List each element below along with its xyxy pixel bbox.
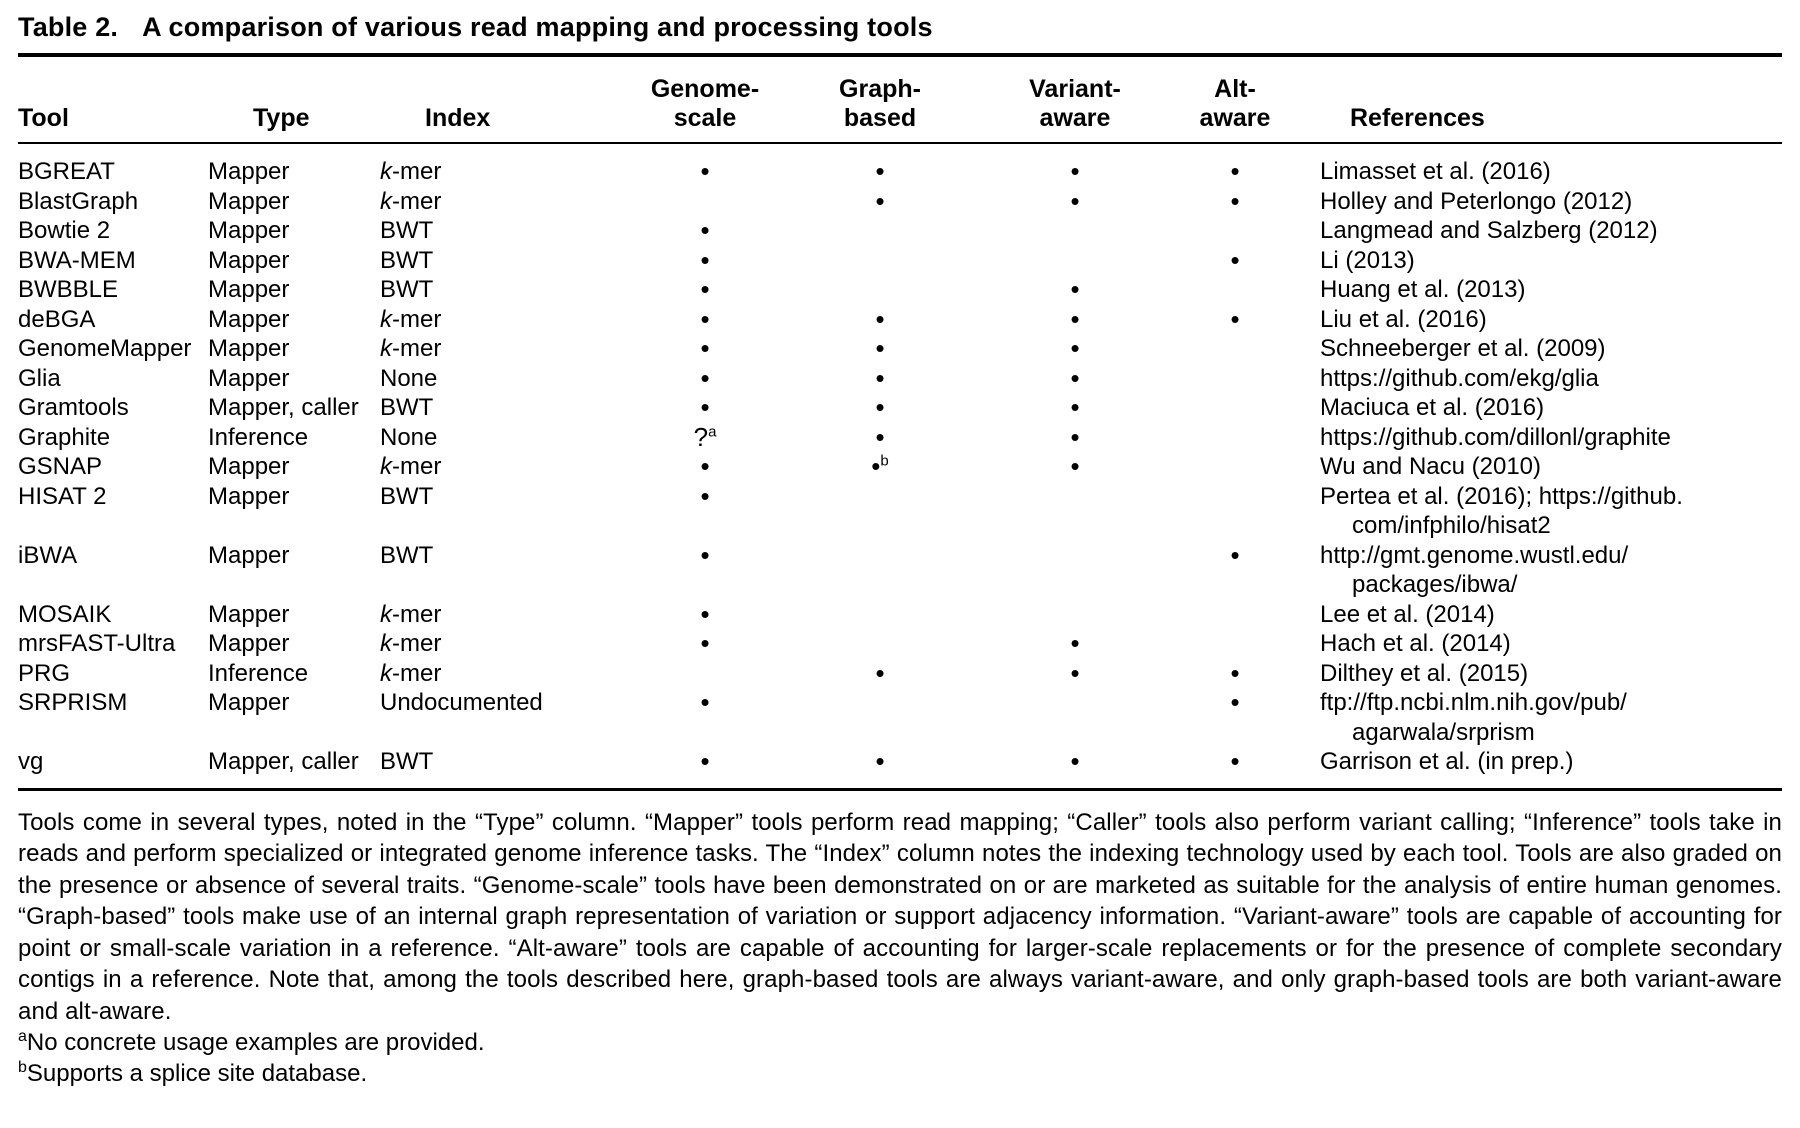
reference-cell	[1290, 216, 1782, 246]
table-title-text: A comparison of various read mapping and processing tools	[142, 12, 933, 42]
reference-text: Wu and Nacu (2010)	[1320, 453, 1542, 480]
reference-text: https://github.com/dillonl/graphite	[1320, 423, 1671, 451]
index-text-part: BWT	[380, 541, 434, 569]
graph-based-cell	[790, 393, 970, 423]
reference-cell	[1290, 600, 1782, 630]
tool-name-cell: SRPRISM	[18, 689, 128, 716]
presence-dot-icon: •	[875, 362, 885, 393]
genome-scale-cell	[620, 334, 790, 364]
type-cell: Mapper	[208, 335, 290, 362]
reference-cell	[1290, 334, 1782, 364]
index-italic-part: k	[380, 600, 392, 628]
presence-dot-icon: •	[700, 156, 710, 186]
index-cell	[380, 364, 620, 394]
tool-name-cell: BGREAT	[18, 158, 115, 185]
header-graph-based	[790, 55, 970, 143]
index-text-part: BWT	[380, 482, 434, 510]
index-cell	[380, 246, 620, 276]
table-header	[18, 55, 1782, 143]
index-text-part: BWT	[380, 748, 434, 775]
presence-dot-icon: •	[875, 746, 885, 776]
presence-dot-icon: •	[875, 421, 885, 452]
footnote-marker: b	[880, 452, 889, 470]
variant-aware-cell	[970, 423, 1180, 453]
presence-dot-icon: •	[875, 185, 885, 216]
index-cell	[380, 659, 620, 689]
variant-aware-cell	[970, 629, 1180, 659]
reference-text: ftp://ftp.ncbi.nlm.nih.gov/pub/	[1320, 689, 1627, 716]
footnote-a-marker: a	[18, 1028, 27, 1045]
genome-scale-cell	[620, 747, 790, 789]
presence-dot-icon: •	[700, 628, 710, 658]
reference-text: Holley and Peterlongo (2012)	[1320, 187, 1633, 215]
reference-text: Schneeberger et al. (2009)	[1320, 335, 1606, 362]
reference-cell	[1290, 187, 1782, 217]
index-cell	[380, 482, 620, 541]
header-row	[18, 55, 1782, 143]
reference-cell	[1290, 305, 1782, 335]
presence-dot-icon: •	[700, 392, 710, 422]
alt-aware-cell	[1180, 393, 1290, 423]
header-type: Type	[208, 55, 380, 143]
reference-text-wrap: com/infphilo/hisat2	[1352, 512, 1551, 539]
reference-cell	[1290, 452, 1782, 482]
type-cell: Inference	[208, 659, 309, 687]
alt-aware-cell	[1180, 246, 1290, 276]
presence-dot-icon: •	[1230, 244, 1240, 275]
index-italic-part: k	[380, 453, 392, 480]
type-cell: Mapper	[208, 541, 290, 569]
type-cell: Mapper	[208, 453, 290, 480]
presence-dot-icon: •	[1070, 333, 1080, 363]
table-row	[18, 143, 1782, 187]
header-variant-line1: Variant-	[1029, 75, 1121, 103]
index-cell	[380, 143, 620, 187]
graph-based-cell	[790, 246, 970, 276]
type-cell: Mapper	[208, 689, 290, 716]
presence-dot-icon: •	[1230, 303, 1240, 334]
table-row	[18, 246, 1782, 276]
tool-name-cell: Gramtools	[18, 394, 129, 421]
index-text-part: -mer	[392, 659, 442, 687]
index-text-part: None	[380, 364, 438, 392]
header-genome-line2: scale	[673, 104, 737, 132]
table-row	[18, 452, 1782, 482]
table-title	[18, 12, 1782, 43]
graph-based-cell	[790, 688, 970, 747]
variant-aware-cell	[970, 216, 1180, 246]
tool-name-cell: BWA-MEM	[18, 246, 136, 274]
genome-scale-cell	[620, 143, 790, 187]
variant-aware-cell	[970, 659, 1180, 689]
genome-scale-cell	[620, 364, 790, 394]
table-row	[18, 688, 1782, 747]
reference-cell	[1290, 246, 1782, 276]
variant-aware-cell	[970, 747, 1180, 789]
header-references: References	[1290, 55, 1782, 143]
graph-based-cell	[790, 482, 970, 541]
tool-name-cell: mrsFAST-Ultra	[18, 630, 176, 657]
reference-text-wrap: packages/ibwa/	[1352, 571, 1518, 598]
tool-name-cell: vg	[18, 748, 44, 775]
presence-dot-icon: •	[700, 303, 710, 334]
header-variant-line2: aware	[1039, 104, 1111, 132]
reference-text: Pertea et al. (2016); https://github.	[1320, 482, 1683, 510]
reference-text: Dilthey et al. (2015)	[1320, 659, 1529, 687]
type-cell: Mapper	[208, 187, 290, 215]
tool-name-cell: MOSAIK	[18, 600, 112, 628]
variant-aware-cell	[970, 187, 1180, 217]
presence-dot-icon: •	[1230, 185, 1240, 216]
variant-aware-cell	[970, 275, 1180, 305]
reference-text: Langmead and Salzberg (2012)	[1320, 217, 1658, 244]
genome-scale-cell	[620, 659, 790, 689]
graph-based-cell	[790, 187, 970, 217]
variant-aware-cell	[970, 364, 1180, 394]
genome-scale-cell	[620, 423, 790, 453]
alt-aware-cell	[1180, 541, 1290, 600]
type-cell: Mapper	[208, 217, 290, 244]
graph-based-cell	[790, 423, 970, 453]
presence-dot-icon: •	[1070, 303, 1080, 334]
reference-cell	[1290, 688, 1782, 747]
footnote-marker: a	[708, 422, 717, 440]
table-body	[18, 143, 1782, 789]
presence-dot-icon: •	[700, 333, 710, 363]
header-alt-aware	[1180, 55, 1290, 143]
presence-dot-icon: •	[875, 156, 885, 186]
tool-name-cell: HISAT 2	[18, 482, 107, 510]
graph-based-cell	[790, 305, 970, 335]
header-alt-line1: Alt-	[1214, 75, 1256, 103]
presence-dot-icon: •	[1230, 746, 1240, 776]
presence-dot-icon: •	[1070, 362, 1080, 393]
presence-dot-icon: •	[1230, 657, 1240, 688]
index-italic-part: k	[380, 158, 392, 185]
presence-dot-icon: •	[875, 333, 885, 363]
tool-name-cell: Graphite	[18, 423, 111, 451]
variant-aware-cell	[970, 393, 1180, 423]
variant-aware-cell	[970, 246, 1180, 276]
presence-dot-icon: •	[1070, 156, 1080, 186]
reference-cell	[1290, 423, 1782, 453]
index-text-part: Undocumented	[380, 689, 543, 716]
genome-scale-cell	[620, 187, 790, 217]
alt-aware-cell	[1180, 364, 1290, 394]
table-number-label: Table 2.	[18, 12, 119, 42]
reference-cell	[1290, 393, 1782, 423]
presence-dot-icon: •	[700, 274, 710, 304]
table-row	[18, 659, 1782, 689]
type-cell: Inference	[208, 423, 309, 451]
presence-dot-icon: •	[700, 362, 710, 393]
alt-aware-cell	[1180, 187, 1290, 217]
index-cell	[380, 216, 620, 246]
variant-aware-cell	[970, 482, 1180, 541]
tool-name-cell: iBWA	[18, 541, 78, 569]
table-row	[18, 423, 1782, 453]
index-cell	[380, 747, 620, 789]
table-row	[18, 747, 1782, 789]
alt-aware-cell	[1180, 688, 1290, 747]
comparison-table	[18, 53, 1782, 791]
alt-aware-cell	[1180, 423, 1290, 453]
alt-aware-cell	[1180, 275, 1290, 305]
reference-cell	[1290, 659, 1782, 689]
presence-dot-icon: •	[700, 215, 710, 245]
presence-dot-icon: •	[700, 244, 710, 275]
presence-dot-icon: •	[1230, 539, 1240, 570]
alt-aware-cell	[1180, 747, 1290, 789]
alt-aware-cell	[1180, 143, 1290, 187]
type-cell: Mapper, caller	[208, 748, 359, 775]
variant-aware-cell	[970, 688, 1180, 747]
alt-aware-cell	[1180, 216, 1290, 246]
tool-name-cell: BlastGraph	[18, 187, 139, 215]
table-row	[18, 541, 1782, 600]
genome-scale-cell	[620, 246, 790, 276]
index-text-part: -mer	[392, 453, 442, 480]
tool-name-cell: GenomeMapper	[18, 335, 192, 362]
table-row	[18, 600, 1782, 630]
index-text-part: -mer	[392, 187, 442, 215]
table-row	[18, 482, 1782, 541]
presence-dot-icon: •	[871, 451, 881, 481]
header-index: Index	[380, 55, 620, 143]
presence-dot-icon: ?	[693, 421, 709, 452]
index-cell	[380, 305, 620, 335]
header-genome-scale	[620, 55, 790, 143]
variant-aware-cell	[970, 334, 1180, 364]
footnote-a-text: No concrete usage examples are provided.	[26, 1029, 485, 1056]
presence-dot-icon: •	[700, 480, 710, 511]
table-row	[18, 305, 1782, 335]
genome-scale-cell	[620, 393, 790, 423]
presence-dot-icon: •	[1070, 657, 1080, 688]
reference-text: Li (2013)	[1320, 246, 1415, 274]
genome-scale-cell	[620, 600, 790, 630]
reference-text: Hach et al. (2014)	[1320, 630, 1511, 657]
graph-based-cell	[790, 629, 970, 659]
graph-based-cell	[790, 452, 970, 482]
header-variant-aware	[970, 55, 1180, 143]
reference-cell	[1290, 364, 1782, 394]
header-tool: Tool	[18, 55, 208, 143]
reference-text: Limasset et al. (2016)	[1320, 158, 1551, 185]
presence-dot-icon: •	[1070, 746, 1080, 776]
presence-dot-icon: •	[1070, 421, 1080, 452]
type-cell: Mapper	[208, 364, 290, 392]
reference-text: Huang et al. (2013)	[1320, 276, 1526, 303]
index-italic-part: k	[380, 659, 392, 687]
genome-scale-cell	[620, 541, 790, 600]
header-alt-line2: aware	[1199, 104, 1271, 132]
reference-cell	[1290, 541, 1782, 600]
index-cell	[380, 275, 620, 305]
footnote-b	[18, 1058, 1782, 1089]
presence-dot-icon: •	[1230, 156, 1240, 186]
index-text-part: -mer	[392, 158, 442, 185]
index-cell	[380, 541, 620, 600]
index-cell	[380, 334, 620, 364]
footnote-b-text: Supports a splice site database.	[26, 1060, 368, 1087]
reference-cell	[1290, 629, 1782, 659]
header-graph-line1: Graph-	[839, 75, 921, 103]
reference-text: Liu et al. (2016)	[1320, 305, 1487, 333]
type-cell: Mapper	[208, 600, 290, 628]
table-row	[18, 187, 1782, 217]
variant-aware-cell	[970, 600, 1180, 630]
graph-based-cell	[790, 364, 970, 394]
table-row	[18, 275, 1782, 305]
tool-name-cell: GSNAP	[18, 453, 103, 480]
type-cell: Mapper	[208, 305, 290, 333]
presence-dot-icon: •	[700, 746, 710, 776]
reference-text: http://gmt.genome.wustl.edu/	[1320, 541, 1629, 569]
presence-dot-icon: •	[1070, 451, 1080, 481]
alt-aware-cell	[1180, 659, 1290, 689]
alt-aware-cell	[1180, 600, 1290, 630]
index-italic-part: k	[380, 630, 392, 657]
table-row	[18, 393, 1782, 423]
alt-aware-cell	[1180, 305, 1290, 335]
genome-scale-cell	[620, 482, 790, 541]
index-text-part: -mer	[392, 335, 442, 362]
type-cell: Mapper	[208, 158, 290, 185]
variant-aware-cell	[970, 541, 1180, 600]
table-row	[18, 334, 1782, 364]
type-cell: Mapper	[208, 246, 290, 274]
presence-dot-icon: •	[1070, 274, 1080, 304]
reference-text: Garrison et al. (in prep.)	[1320, 748, 1574, 775]
graph-based-cell	[790, 541, 970, 600]
footnote-a	[18, 1027, 1782, 1058]
graph-based-cell	[790, 747, 970, 789]
variant-aware-cell	[970, 305, 1180, 335]
graph-based-cell	[790, 600, 970, 630]
index-cell	[380, 393, 620, 423]
presence-dot-icon: •	[875, 303, 885, 334]
index-cell	[380, 688, 620, 747]
table-footnote: Tools come in several types, noted in the “Type” column. “Mapper” tools perform read mapping; “Caller” tools also perform variant calling; “Inference” tools take in reads and perform specialized or integrated genome inference tasks. The “Index” column notes the indexing technology used by each tool. Tools are also graded on the presence or absence of several traits. “Genome-scale” tools have been demonstrated on or are marketed as suitable for the analysis of entire human genomes. “Graph-based” tools make use of an internal graph representation of variation or support adjacency information. “Variant-aware” tools are capable of accounting for point or small-scale variation in a reference. “Alt-aware” tools are capable of accounting for larger-scale replacements or for the presence of complete secondary contigs in a reference. Note that, among the tools described here, graph-based tools are always variant-aware, and only graph-based tools are both variant-aware and alt-aware.	[18, 808, 1782, 1025]
index-cell	[380, 452, 620, 482]
reference-text: Maciuca et al. (2016)	[1320, 394, 1545, 421]
type-cell: Mapper, caller	[208, 394, 359, 421]
genome-scale-cell	[620, 688, 790, 747]
alt-aware-cell	[1180, 334, 1290, 364]
index-cell	[380, 187, 620, 217]
index-text-part: -mer	[392, 600, 442, 628]
presence-dot-icon: •	[1070, 185, 1080, 216]
presence-dot-icon: •	[1230, 687, 1240, 717]
presence-dot-icon: •	[875, 657, 885, 688]
presence-dot-icon: •	[1070, 628, 1080, 658]
graph-based-cell	[790, 659, 970, 689]
index-italic-part: k	[380, 335, 392, 362]
variant-aware-cell	[970, 143, 1180, 187]
index-text-part: None	[380, 423, 438, 451]
genome-scale-cell	[620, 275, 790, 305]
index-text-part: -mer	[392, 305, 442, 333]
presence-dot-icon: •	[700, 451, 710, 481]
type-cell: Mapper	[208, 276, 290, 303]
graph-based-cell	[790, 216, 970, 246]
index-italic-part: k	[380, 187, 392, 215]
table-row	[18, 629, 1782, 659]
footnote-b-marker: b	[18, 1059, 27, 1076]
header-graph-line2: based	[843, 104, 917, 132]
variant-aware-cell	[970, 452, 1180, 482]
type-cell: Mapper	[208, 482, 290, 510]
reference-text: Lee et al. (2014)	[1320, 600, 1495, 628]
alt-aware-cell	[1180, 452, 1290, 482]
index-text-part: BWT	[380, 246, 434, 274]
alt-aware-cell	[1180, 482, 1290, 541]
header-genome-line1: Genome-	[650, 75, 760, 103]
type-cell: Mapper	[208, 630, 290, 657]
presence-dot-icon: •	[700, 598, 710, 629]
table-row	[18, 216, 1782, 246]
genome-scale-cell	[620, 629, 790, 659]
reference-cell	[1290, 143, 1782, 187]
presence-dot-icon: •	[875, 392, 885, 422]
reference-text-wrap: agarwala/srprism	[1352, 718, 1535, 746]
tool-name-cell: Glia	[18, 364, 61, 392]
tool-name-cell: BWBBLE	[18, 276, 119, 303]
reference-cell	[1290, 482, 1782, 541]
table-row	[18, 364, 1782, 394]
reference-cell	[1290, 275, 1782, 305]
reference-cell	[1290, 747, 1782, 789]
genome-scale-cell	[620, 216, 790, 246]
tool-name-cell: PRG	[18, 659, 71, 687]
index-cell	[380, 423, 620, 453]
presence-dot-icon: •	[1070, 392, 1080, 422]
tool-name-cell: Bowtie 2	[18, 217, 111, 244]
index-cell	[380, 600, 620, 630]
presence-dot-icon: •	[700, 687, 710, 717]
reference-text: https://github.com/ekg/glia	[1320, 364, 1599, 392]
index-cell	[380, 629, 620, 659]
tool-name-cell: deBGA	[18, 305, 96, 333]
index-italic-part: k	[380, 305, 392, 333]
presence-dot-icon: •	[700, 539, 710, 570]
index-text-part: BWT	[380, 276, 434, 303]
genome-scale-cell	[620, 305, 790, 335]
index-text-part: -mer	[392, 630, 442, 657]
graph-based-cell	[790, 143, 970, 187]
alt-aware-cell	[1180, 629, 1290, 659]
graph-based-cell	[790, 275, 970, 305]
index-text-part: BWT	[380, 394, 434, 421]
index-text-part: BWT	[380, 217, 434, 244]
genome-scale-cell	[620, 452, 790, 482]
graph-based-cell	[790, 334, 970, 364]
